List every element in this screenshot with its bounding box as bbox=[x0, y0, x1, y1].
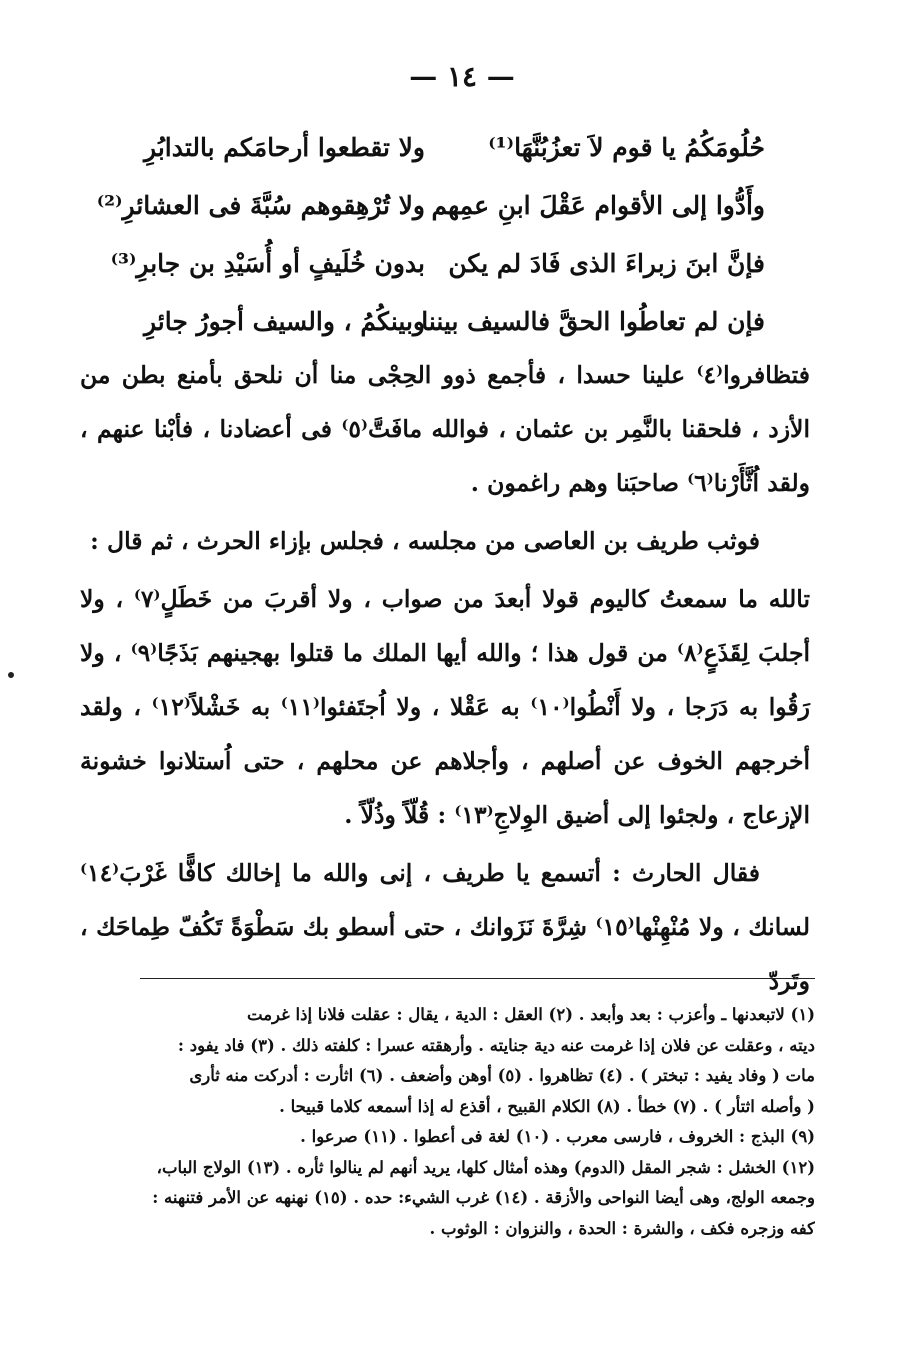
verse-second-hemistich: ولا تقطعوا أرحامَكم بالتدابُرِ bbox=[144, 132, 425, 162]
verse-second-hemistich: بدون خُلَيفٍ أو أُسَيْدِ بن جابرِ⁽³⁾ bbox=[110, 248, 425, 278]
paragraph: فتظافروا⁽٤⁾ علينا حسدا ، فأجمع ذوو الحِجْى منا أن نلحق بأمنع بطن من الأزد ، فلحقنا بالنَّمِر بن عثمان ، فوالله مافَتَّ⁽٥⁾ فى أعضادنا ، فأبْنا عنهم ، ولقد اُثَّأَرْنا⁽٦⁾ صاحبَنا وهم راغمون . bbox=[80, 361, 810, 497]
footnote-line: ( وأصله اثتأر ) . (٧) خطأ . (٨) الكلام القبيح ، أقذع له إذا أسمعه كلاما قبيحا . bbox=[279, 1096, 815, 1116]
paragraph: تالله ما سمعتُ كاليوم قولا أبعدَ من صواب ، ولا أقربَ من خَطَلٍ⁽٧⁾ ، ولا أجلبَ لِقَذَعٍ⁽٨⁾ من قول هذا ؛ والله أيها الملك ما قتلوا بهجينهم بَذَجًا⁽٩⁾ ، ولا رَقُوا به دَرَجا ، ولا أَنْطُوا⁽١٠⁾ به عَقْلا ، ولا اُجتَفئوا⁽١١⁾ به خَشْلاً⁽١٢⁾ ، ولقد أخرجهم الخوف عن أصلهم ، وأجلاهم عن محلهم ، حتى اُستلانوا خشونة الإزعاج ، ولجئوا إلى أضيق الوِلاجِ⁽١٣⁾ : قُلّاً وذُلّاً . bbox=[80, 585, 811, 829]
footnote-line: وجمعه الولج، وهى أيضا النواحى والأزقة . (١٤) غرب الشيء: حده . (١٥) نهنهه عن الأمر فتنهنه : bbox=[152, 1188, 815, 1207]
verse-line bbox=[125, 118, 765, 176]
footnote-divider bbox=[140, 978, 815, 979]
verse-first-hemistich: وأَدُّوا إلى الأقوام عَقْلَ ابنِ عمِهم bbox=[431, 190, 765, 220]
footnote-line: (٩) البذج : الخروف ، فارسى معرب . (١٠) لغة فى أعطوا . (١١) صرعوا . bbox=[300, 1127, 815, 1146]
footnote-line: كفه وزجره فكف ، والشرة : الحدة ، والنزوان : الوثوب . bbox=[429, 1218, 815, 1238]
verse-line bbox=[125, 292, 765, 350]
poem-verses bbox=[96, 118, 765, 350]
verse-line bbox=[110, 234, 765, 292]
paragraph: فوثب طريف بن العاصى من مجلسه ، فجلس بإزاء الحرث ، ثم قال : bbox=[90, 527, 760, 555]
footnotes bbox=[80, 1000, 815, 1244]
paragraph: فقال الحارث : أتسمع يا طريف ، إنى والله ما إخالك كافًّا غَرْبَ⁽١٤⁾ لسانك ، ولا مُنْهِنْها⁽١٥⁾ شِرَّةَ نَزَوانك ، حتى أسطو بك سَطْوَةً تَكُفّ طِماحَك ، وتَردّ bbox=[80, 859, 810, 995]
footnote-line: (١٢) الخشل : شجر المقل (الدوم) وهذه أمثال كلها، يريد أنهم لم ينالوا ثأره . (١٣) الولاج الباب، bbox=[156, 1157, 815, 1177]
body-text bbox=[80, 348, 810, 1008]
footnote-line: ديته ، وعقلت عن فلان إذا غرمت عنه دية جنايته . وأرهقته عسرا : كلفته ذلك . (٣) فاد يفود : bbox=[177, 1035, 815, 1055]
verse-first-hemistich: فإنَّ ابنَ زبراءَ الذى فَادَ لم يكن bbox=[448, 248, 765, 278]
verse-second-hemistich: وبينكُمُ ، والسيف أجورُ جائرِ bbox=[143, 306, 425, 336]
verse-first-hemistich: حُلُومَكُمُ يا قوم لاَ تعزُبُنَّهَا⁽¹⁾ bbox=[488, 132, 765, 162]
scan-edge-mark bbox=[8, 672, 14, 678]
verse-second-hemistich: ولا تُرْهِقوهم سُبَّةَ فى العشائرِ⁽²⁾ bbox=[96, 190, 425, 220]
verse-line bbox=[96, 176, 765, 234]
footnote-line: (١) لاتبعدنها ـ وأعزب : بعد وأبعد . (٢) العقل : الدية ، يقال : عقلت فلانا إذا غرمت bbox=[247, 1005, 815, 1024]
verse-first-hemistich: فإن لم تعاطُوا الحقَّ فالسيف بيننا bbox=[421, 306, 765, 336]
footnote-line: مات ( وفاد يفيد : تبختر ) . (٤) تظاهروا . (٥) أوهن وأضعف . (٦) اثأرت : أدركت منه ثأرى bbox=[189, 1066, 815, 1085]
page-number: — ١٤ — bbox=[409, 60, 515, 93]
